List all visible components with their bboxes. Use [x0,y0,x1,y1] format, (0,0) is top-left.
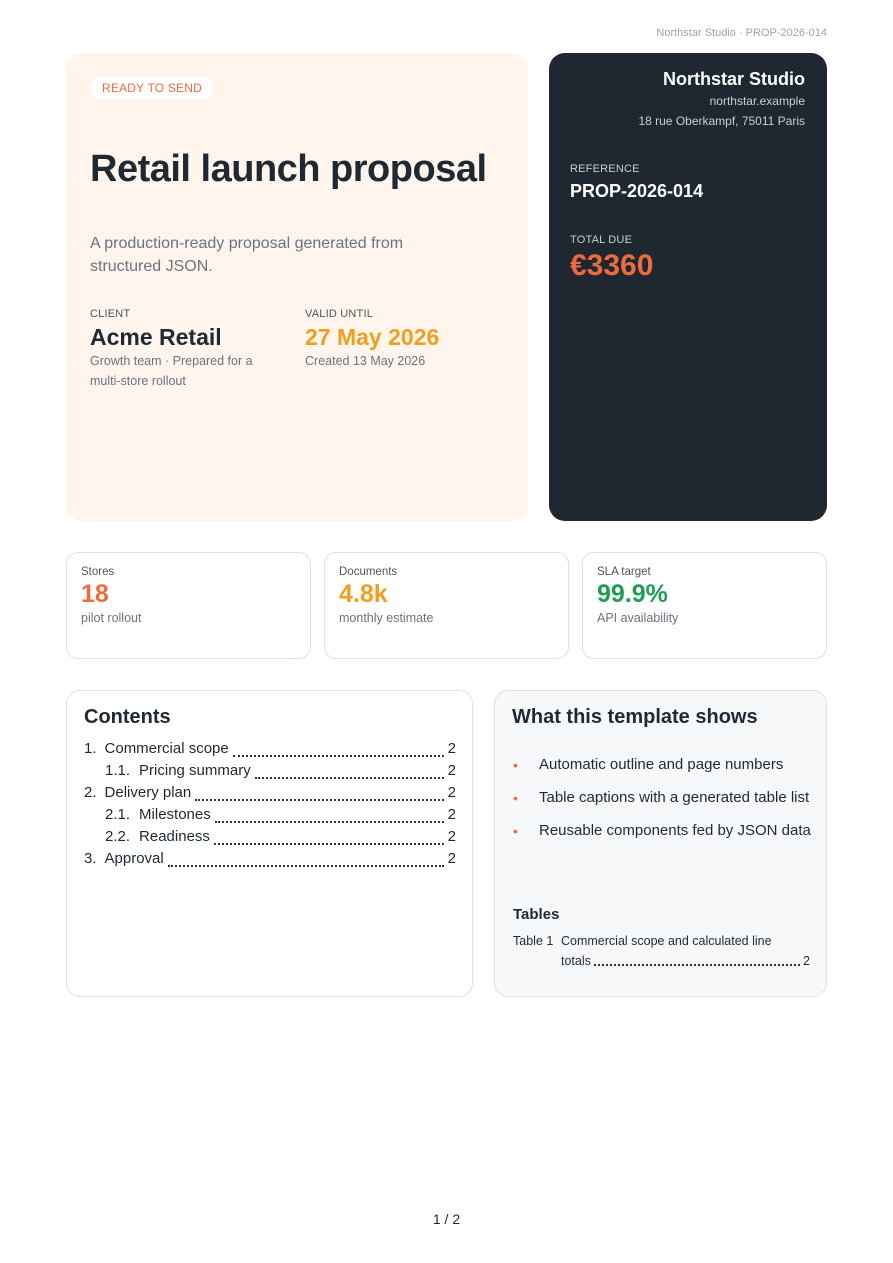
status-badge: READY TO SEND [90,77,214,99]
toc-number: 2.1. [105,806,131,823]
toc-page: 2 [447,828,456,845]
bullet-icon: • [513,757,518,773]
toc-text: Commercial scope [104,740,229,757]
toc-page: 2 [447,740,456,757]
stat-label: SLA target [597,566,651,578]
stat-note: API availability [597,611,679,625]
total-due-value: €3360 [570,249,654,282]
features-list [513,754,813,853]
reference-value: PROP-2026-014 [570,181,704,201]
toc-leader [255,767,444,779]
toc-entry[interactable] [84,762,456,784]
feature-item [513,820,813,842]
toc-number: 2. [84,784,97,801]
hero-card [66,53,528,521]
stat-card-documents [324,552,569,659]
stat-note: pilot rollout [81,611,142,625]
page-number: 1 / 2 [432,1211,461,1227]
toc-leader [214,833,444,845]
toc-text: Delivery plan [104,784,192,801]
toc-page: 2 [447,762,456,779]
bullet-icon: • [513,823,518,839]
feature-item [513,754,813,776]
stat-card-stores [66,552,311,659]
toc-entry[interactable] [84,828,456,850]
toc-entry[interactable] [84,784,456,806]
page-subtitle: A production-ready proposal generated from structured JSON. [90,235,404,275]
tables-heading: Tables [513,906,560,923]
stat-value: 99.9% [597,580,668,608]
table-caption-line1: Commercial scope and calculated line [561,934,772,948]
toc-entry[interactable] [84,806,456,828]
valid-until-label: VALID UNTIL [305,308,374,320]
running-head: Northstar Studio · PROP-2026-014 [656,27,827,39]
stat-card-sla [582,552,827,659]
toc-page: 2 [447,850,456,867]
created-date: Created 13 May 2026 [305,354,426,368]
page-title: Retail launch proposal [90,148,487,190]
stat-value: 4.8k [339,580,388,608]
toc-entry[interactable] [84,740,456,762]
toc-number: 1.1. [105,762,131,779]
toc-leader [233,745,444,757]
toc-number: 1. [84,740,97,757]
stat-label: Documents [339,566,398,578]
feature-text: Automatic outline and page numbers [539,756,784,773]
feature-text: Reusable components fed by JSON data [539,822,811,839]
total-due-label: TOTAL DUE [570,234,633,246]
toc-page: 2 [447,784,456,801]
features-title: What this template shows [512,706,758,728]
reference-label: REFERENCE [570,163,640,175]
toc-entry[interactable] [84,850,456,872]
contents-list [84,740,456,872]
table-leader [594,956,800,966]
stat-value: 18 [81,580,109,608]
table-caption-line2: totals [561,954,591,968]
toc-text: Readiness [139,828,210,845]
feature-item [513,787,813,809]
toc-number: 2.2. [105,828,131,845]
toc-text: Approval [104,850,164,867]
contents-title: Contents [84,706,171,728]
issuer-address: 18 rue Oberkampf, 75011 Paris [638,114,805,128]
client-block [90,308,280,391]
table-number: Table 1 [513,934,554,948]
toc-number: 3. [84,850,97,867]
issuer-card [549,53,827,521]
toc-text: Pricing summary [139,762,251,779]
valid-until-block [305,308,505,371]
client-note: Growth team · Prepared for a multi-store rollout [90,354,253,388]
toc-text: Milestones [139,806,211,823]
feature-text: Table captions with a generated table list [539,789,810,806]
toc-page: 2 [447,806,456,823]
stat-note: monthly estimate [339,611,434,625]
toc-leader [215,811,444,823]
client-name: Acme Retail [90,324,222,350]
toc-leader [195,789,443,801]
stat-label: Stores [81,566,115,578]
table-list-entry[interactable] [513,931,810,971]
bullet-icon: • [513,790,518,806]
valid-until-date: 27 May 2026 [305,324,440,350]
client-label: CLIENT [90,308,131,320]
issuer-name: Northstar Studio [663,69,805,89]
toc-leader [168,855,444,867]
table-page: 2 [803,954,810,968]
issuer-website: northstar.example [709,94,805,108]
table-of-contents [66,690,473,997]
template-features-panel [494,690,827,997]
